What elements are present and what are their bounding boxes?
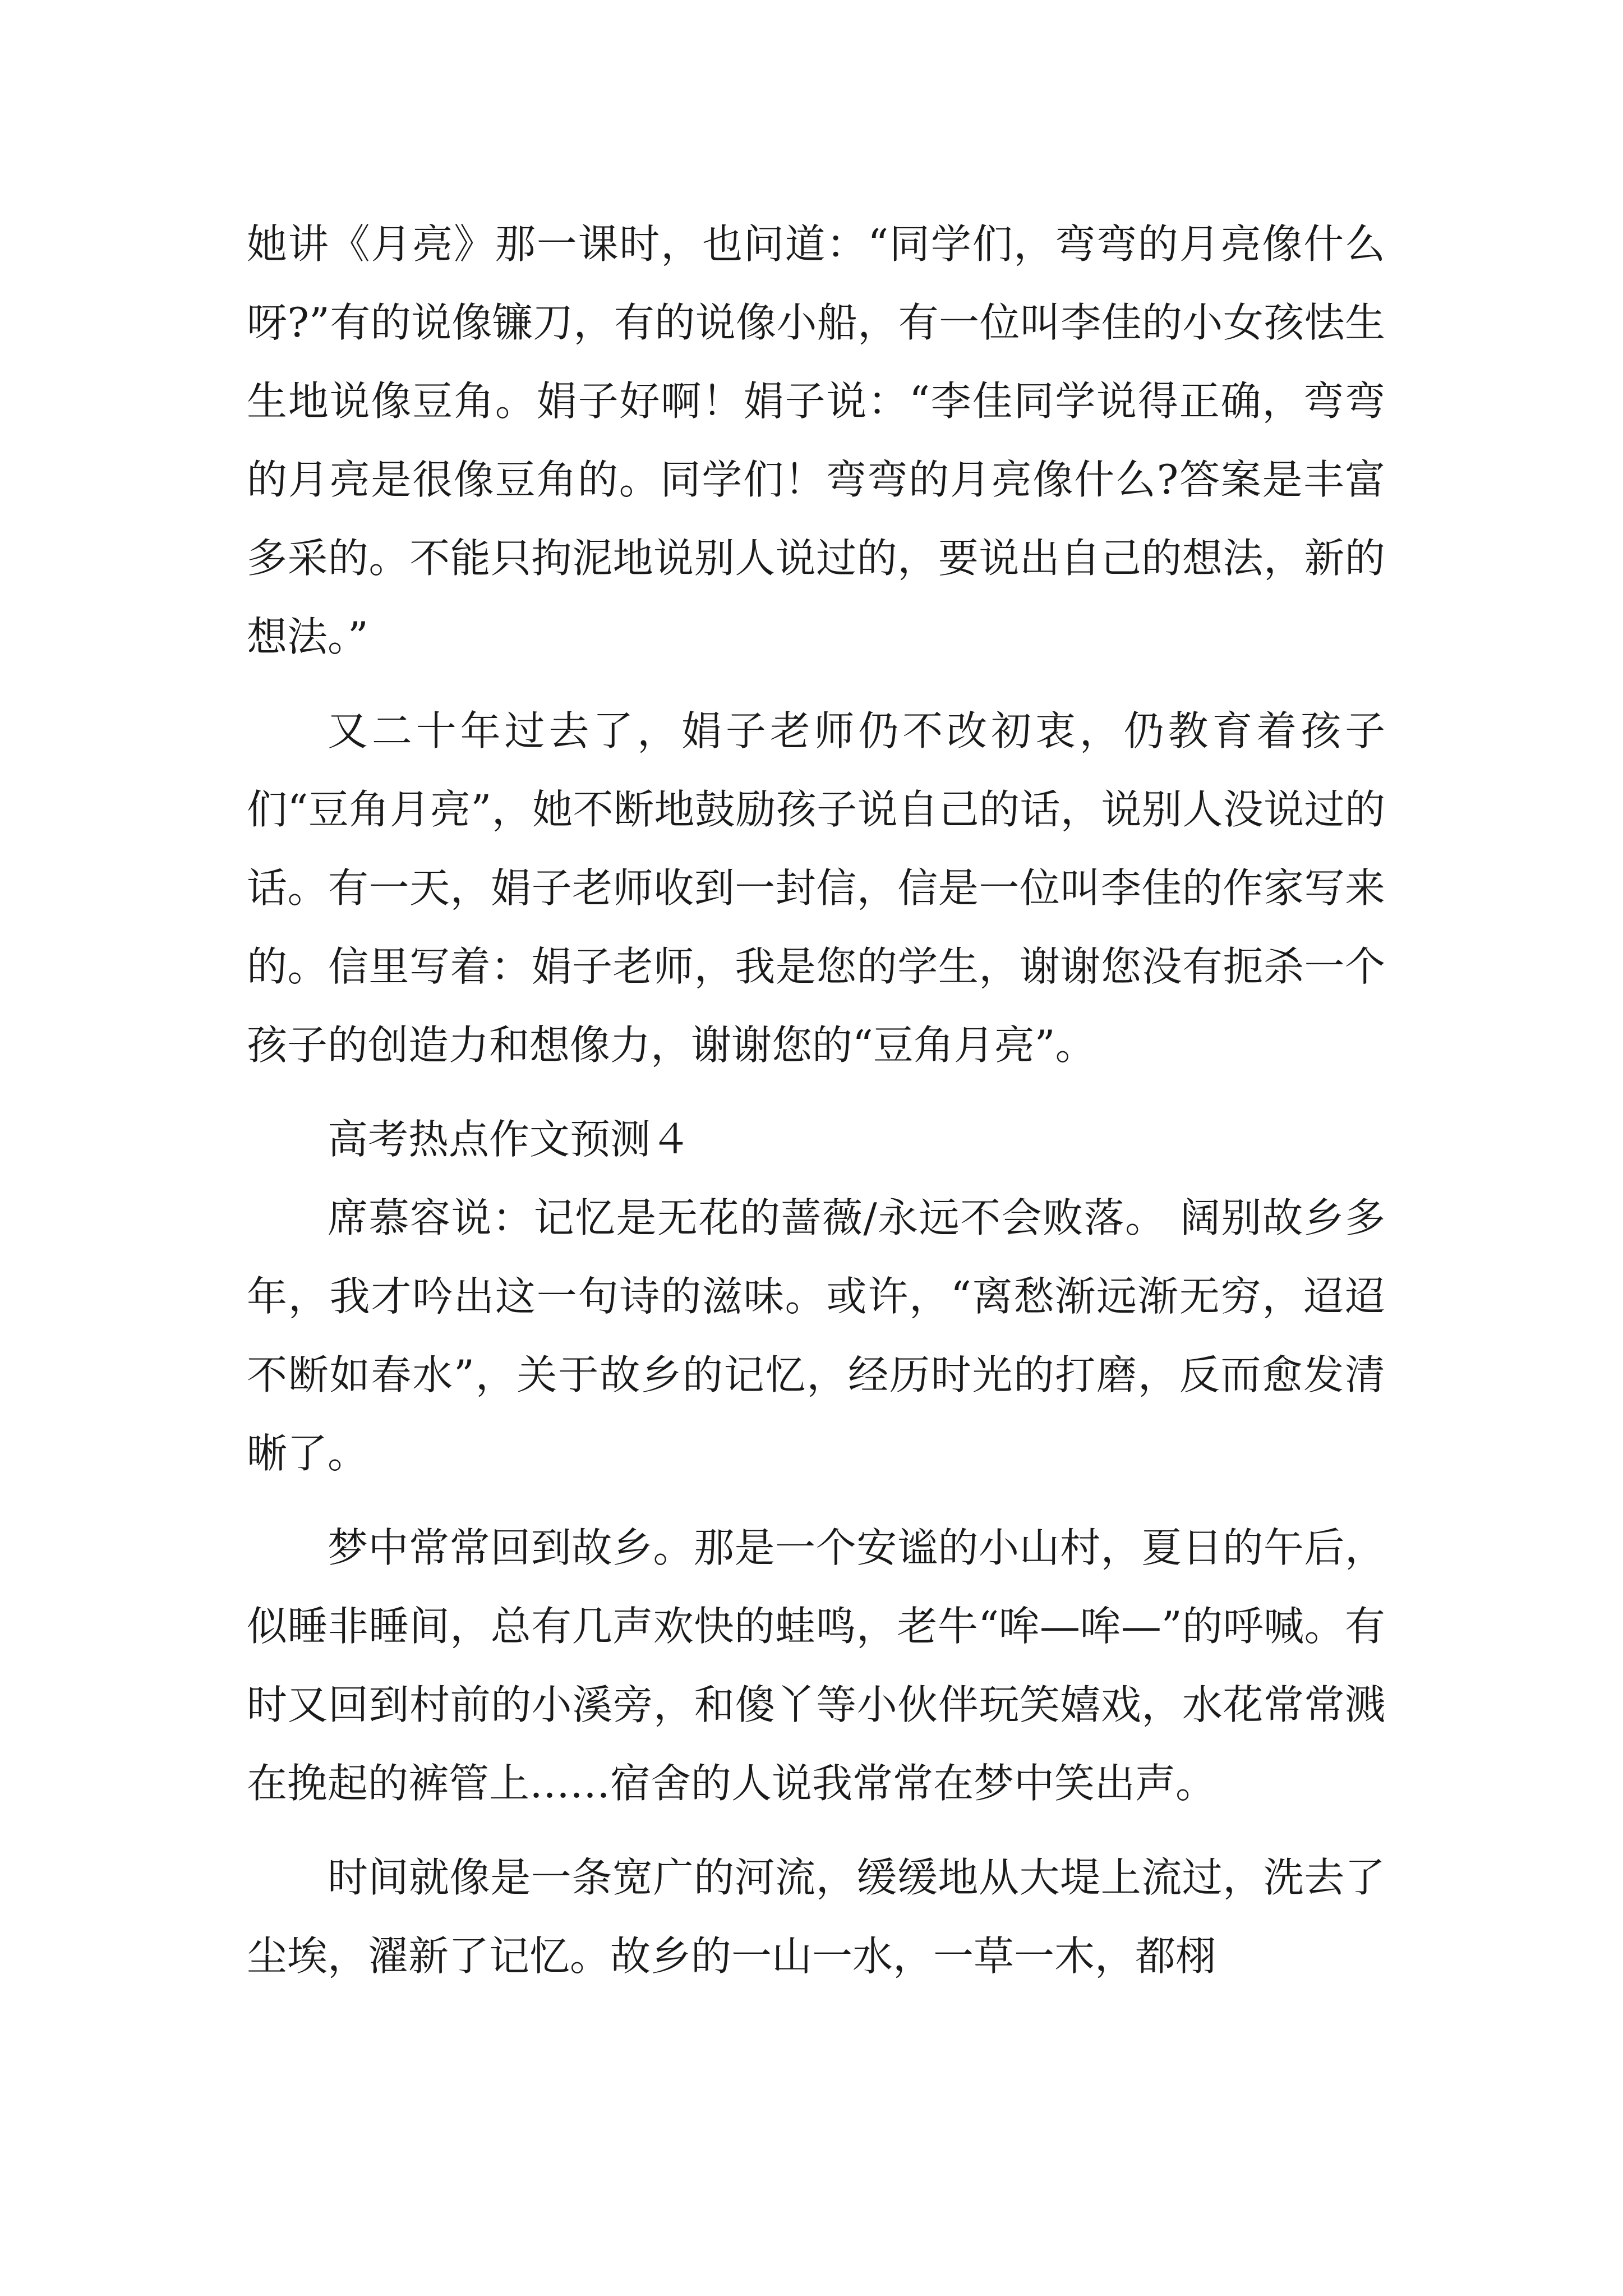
paragraph: 她讲《月亮》那一课时，也问道：“同学们，弯弯的月亮像什么呀?”有的说像镰刀，有的说像小船，有一位叫李佳的小女孩怯生生地说像豆角。娟子好啊！娟子说：“李佳同学说得正确，弯弯的月亮是很像豆角的。同学们！弯弯的月亮像什么?答案是丰富多采的。不能只拘泥地说别人说过的，要说出自己的想法，新的想法。” — [247, 220, 1385, 660]
paragraph: 时间就像是一条宽广的河流，缓缓地从大堤上流过，洗去了尘埃，濯新了记忆。故乡的一山一水，一草一木，都栩 — [247, 1854, 1385, 1980]
paragraph: 梦中常常回到故乡。那是一个安谧的小山村，夏日的午后，似睡非睡间，总有几声欢快的蛙鸣，老牛“哞—哞—”的呼喊。有时又回到村前的小溪旁，和傻丫等小伙伴玩笑嬉戏，水花常常溅在挽起的裤管上……宿舍的人说我常常在梦中笑出声。 — [247, 1524, 1385, 1807]
section-heading: 高考热点作文预测４ — [328, 1116, 691, 1163]
paragraph: 席慕容说：记忆是无花的蔷薇/永远不会败落。 阔别故乡多年，我才吟出这一句诗的滋味。或许，“离愁渐远渐无穷，迢迢不断如春水”，关于故乡的记忆，经历时光的打磨，反而愈发清晰了。 — [247, 1194, 1385, 1477]
document-body — [247, 205, 1385, 1995]
paragraph: 又二十年过去了，娟子老师仍不改初衷，仍教育着孩子们“豆角月亮”，她不断地鼓励孩子说自己的话，说别人没说过的话。有一天，娟子老师收到一封信，信是一位叫李佳的作家写来的。信里写着：娟子老师，我是您的学生，谢谢您没有扼杀一个孩子的创造力和想像力，谢谢您的“豆角月亮”。 — [247, 707, 1385, 1069]
